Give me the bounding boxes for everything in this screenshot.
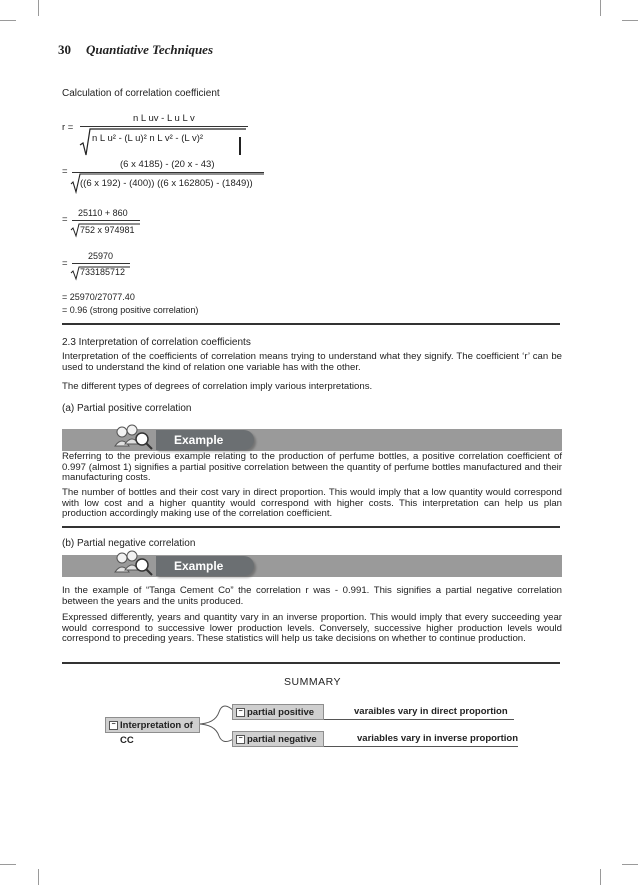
subheading-a: (a) Partial positive correlation xyxy=(62,403,192,414)
collapse-icon: − xyxy=(236,735,245,744)
section-title: 2.3 Interpretation of correlation coefficients xyxy=(62,337,251,348)
branch-line xyxy=(324,719,514,720)
node-label: partial positive xyxy=(247,707,315,718)
leaf-inverse-proportion: variables vary in inverse proportion xyxy=(357,733,519,744)
crop-mark xyxy=(38,0,39,16)
paragraph: Expressed differently, years and quantity vary in an inverse proportion. This would imply that every succeeding year would correspond to successive lower production levels. Conversely, successive higher production levels would correspond to preceding years. These statistics will help us take decisions on whether to continue production. xyxy=(62,612,562,644)
step2-denominator: 752 x 974981 xyxy=(80,225,135,235)
section-divider xyxy=(62,323,560,325)
crop-mark xyxy=(0,864,16,865)
paragraph: The number of bottles and their cost vary in direct proportion. This would imply that a low quantity would correspond with low cost and a higher quantity would correspond with higher costs. This interpretation can help us plan production accordingly making use of the correlation coefficient. xyxy=(62,487,562,519)
crop-mark xyxy=(622,20,638,21)
eq-sign: = xyxy=(62,214,68,225)
crop-mark xyxy=(600,0,601,16)
collapse-icon: − xyxy=(109,721,118,730)
crop-mark xyxy=(0,20,16,21)
paragraph: The different types of degrees of correlation imply various interpretations. xyxy=(62,381,373,392)
subheading-b: (b) Partial negative correlation xyxy=(62,538,196,549)
running-title: Quantiative Techniques xyxy=(86,42,214,57)
collapse-icon: − xyxy=(236,708,245,717)
crop-mark xyxy=(600,869,601,885)
people-icon xyxy=(112,424,154,450)
root-node-label: Interpretation of CC xyxy=(120,720,193,746)
paragraph: Interpretation of the coefficients of correlation means trying to understand what they signify. The coefficient ‘r’ can be used to understand the kind of relation one variable has with the other. xyxy=(62,351,562,373)
example-label: Example xyxy=(156,556,254,576)
node-label: partial negative xyxy=(247,734,317,745)
formula-denominator: n L u² - (L u)² n L v² - (L v)² xyxy=(92,133,204,144)
node-partial-negative xyxy=(232,731,324,747)
step3-denominator: 733185712 xyxy=(80,267,126,277)
r-label: r = xyxy=(62,122,74,133)
step1-numerator: (6 x 4185) - (20 x - 43) xyxy=(120,159,215,170)
calc-heading: Calculation of correlation coefficient xyxy=(62,88,220,99)
branch-line xyxy=(324,746,518,747)
leaf-direct-proportion: varaibles vary in direct proportion xyxy=(354,706,508,717)
crop-mark xyxy=(622,864,638,865)
step3-numerator: 25970 xyxy=(88,251,114,261)
paragraph: Referring to the previous example relating to the production of perfume bottles, a positive correlation coefficient of 0.997 (almost 1) signifies a partial positive correlation between the quantity of perfume bottles manufactured and their manufacturing costs. xyxy=(62,451,562,483)
page-number: 30 xyxy=(58,42,71,57)
people-icon xyxy=(112,550,154,576)
result-line-1: = 25970/27077.40 xyxy=(62,292,135,302)
step1-denominator: ((6 x 192) - (400)) ((6 x 162805) - (1849)) xyxy=(80,178,253,189)
formula-numerator: n L uv - L u L v xyxy=(133,113,195,124)
step2-numerator: 25110 + 860 xyxy=(78,208,128,218)
section-divider xyxy=(62,662,560,664)
node-partial-positive xyxy=(232,704,324,720)
crop-mark xyxy=(38,869,39,885)
section-divider xyxy=(62,526,560,528)
result-line-2: = 0.96 (strong positive correlation) xyxy=(62,305,199,315)
paragraph: In the example of “Tanga Cement Co” the correlation r was - 0.991. This signifies a partial negative correlation between the years and the units produced. xyxy=(62,585,562,607)
summary-title: SUMMARY xyxy=(284,676,341,688)
root-node xyxy=(105,717,200,746)
eq-sign: = xyxy=(62,258,68,269)
eq-sign: = xyxy=(62,166,68,177)
example-label: Example xyxy=(156,430,254,450)
